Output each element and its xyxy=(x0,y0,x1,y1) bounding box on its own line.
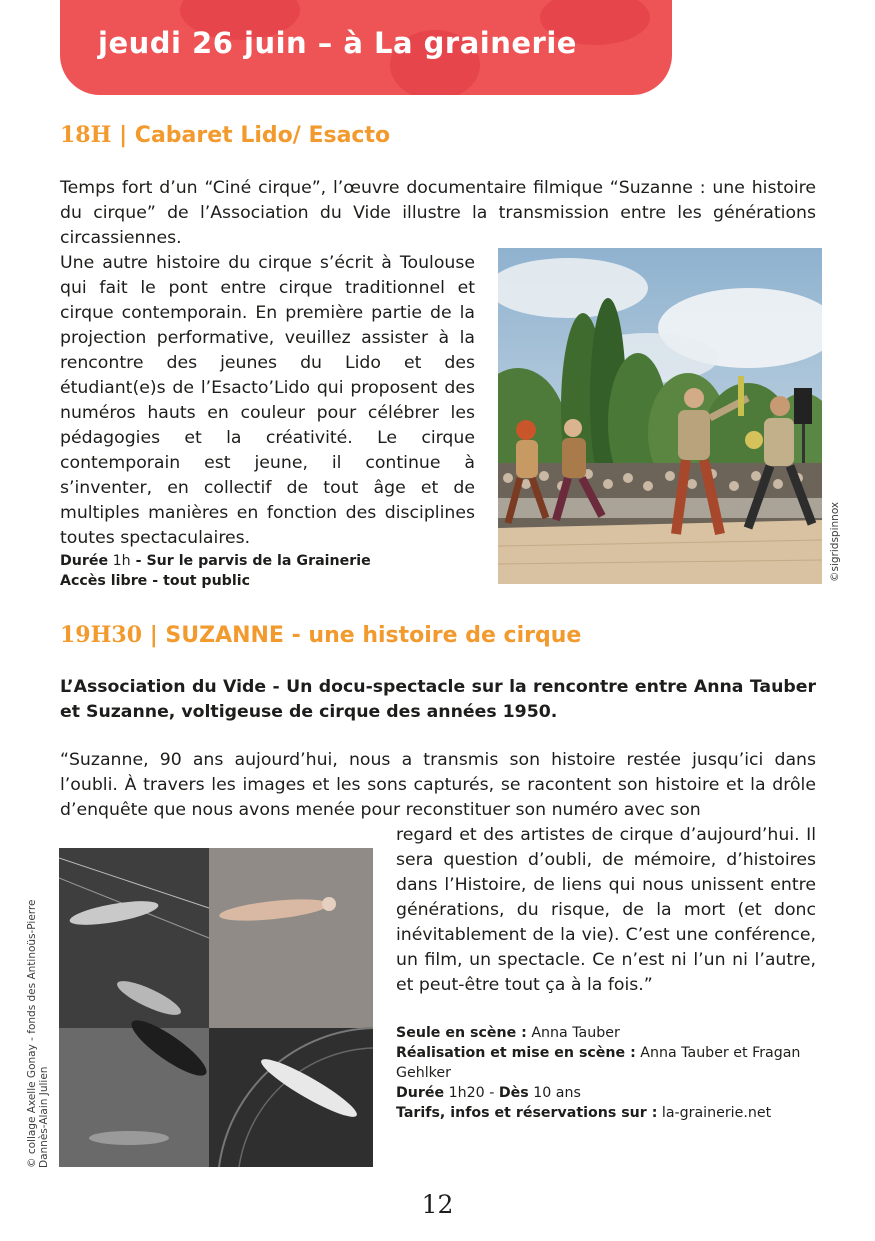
event1-photo-credit: ©sigridspinnox xyxy=(829,501,841,582)
event2-info xyxy=(396,1023,820,1123)
event1-body: Une autre histoire du cirque s’écrit à Toulouse qui fait le pont entre cirque traditionnel et cirque contemporain. En première partie de la projection performative, veuillez assister à la rencontre des jeunes du Lido et des étudiant(e)s de l’Esacto’Lido qui proposent des numéros hauts en couleur pour célébrer les pédagogies et la créativité. Le cirque contemporain est jeune, il continue à s’inventer, en collectif de tout âge et de multiples manières en fonction des disciplines toutes spectaculaires. xyxy=(60,253,475,548)
event2-quote-start: “Suzanne, 90 ans aujourd’hui, nous a transmis son histoire restée jusqu’ici dans l’oubli. À travers les images et les sons capturés, se racontent son histoire et la drôle d’enquête que nous avons menée pour reconstituer son numéro avec son xyxy=(60,750,816,820)
event2-direction-line: Réalisation et mise en scène : Anna Tauber et Fragan Gehlker xyxy=(396,1045,801,1081)
event2-photo-credit: © collage Axelle Gonay - fonds des Antinoüs-Pierre Dannès-Alain Julien xyxy=(26,899,50,1168)
event2-title-row xyxy=(60,622,581,648)
event2-lead: L’Association du Vide - Un docu-spectacle sur la rencontre entre Anna Tauber et Suzanne, voltigeuse de cirque des années 1950. xyxy=(60,677,816,722)
event2-separator: | xyxy=(149,623,158,648)
event2-quote-end: regard et des artistes de cirque d’aujourd’hui. Il sera question d’oubli, de mémoire, d’histoires dans l’Histoire, de liens qui nous unissent entre générations, du risque, de la mort (et donc inévitablement de la vie). C’est une conférence, un film, un spectacle. Ce n’est ni l’un ni l’autre, et peut-être tout ça à la fois.” xyxy=(396,825,816,995)
page-number: 12 xyxy=(421,1190,454,1219)
event2-cast-line: Seule en scène : Anna Tauber xyxy=(396,1025,620,1041)
event2-time: 19H30 xyxy=(60,622,143,648)
header-title: jeudi 26 juin – à La grainerie xyxy=(98,26,577,60)
event1-title: Cabaret Lido/ Esacto xyxy=(134,123,391,148)
event1-separator: | xyxy=(119,123,128,148)
event1-time: 18H xyxy=(60,122,112,148)
event1-access-line: Accès libre - tout public xyxy=(60,573,250,589)
event2-photo xyxy=(59,848,373,1167)
event2-duration-line: Durée 1h20 - Dès 10 ans xyxy=(396,1085,581,1101)
event1-intro: Temps fort d’un “Ciné cirque”, l’œuvre documentaire filmique “Suzanne : une histoire du cirque” de l’Association du Vide illustre la transmission entre les générations circassiennes. xyxy=(60,178,816,248)
event1-title-row xyxy=(60,122,390,148)
header-band xyxy=(60,0,672,95)
event2-tickets-line: Tarifs, infos et réservations sur : la-grainerie.net xyxy=(396,1105,772,1121)
event1-duration-line: Durée 1h - Sur le parvis de la Grainerie xyxy=(60,553,371,569)
event2-title: SUZANNE - une histoire de cirque xyxy=(165,623,582,648)
event1-info xyxy=(60,551,480,591)
event1-photo xyxy=(498,248,822,584)
